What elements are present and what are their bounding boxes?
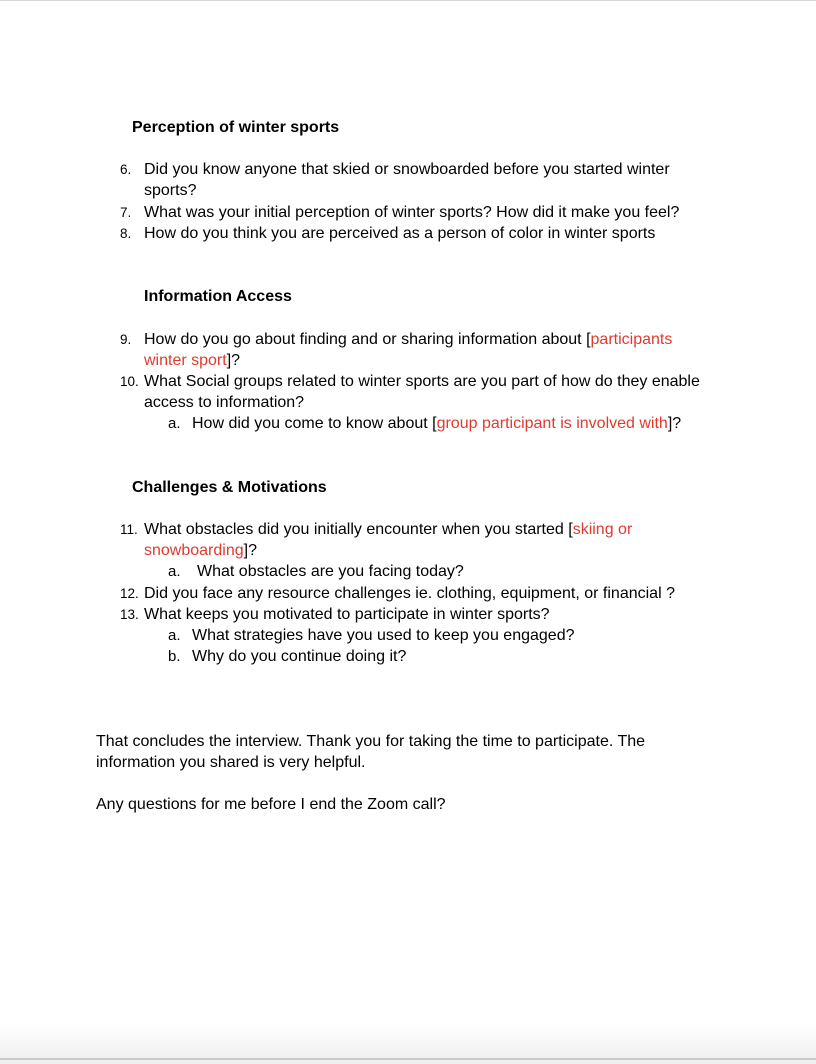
item-text-suffix: ]? — [226, 352, 241, 369]
item-text: What strategies have you used to keep you engaged? — [192, 627, 575, 644]
sub-item-q11a — [168, 561, 777, 582]
item-letter: a. — [168, 415, 181, 432]
item-number: 12. — [120, 586, 139, 601]
item-text: How do you think you are perceived as a person of color in winter sports — [144, 225, 656, 242]
list-item-q8 — [120, 223, 724, 244]
item-text: Did you face any resource challenges ie. clothing, equipment, or financial ? — [144, 585, 675, 602]
page-top-border — [0, 0, 816, 1]
placeholder-text: group participant is involved with — [436, 415, 668, 432]
list-item-q7 — [120, 202, 724, 223]
item-text: Did you know anyone that skied or snowboarded before you started winter sports? — [144, 161, 670, 199]
item-letter: a. — [168, 563, 181, 580]
closing-paragraph: That concludes the interview. Thank you for taking the time to participate. The information you shared is very helpful. — [96, 733, 646, 771]
item-text: What keeps you motivated to participate in winter sports? — [144, 606, 550, 623]
sub-item-q13b — [168, 646, 772, 667]
list-item-q13 — [120, 604, 724, 625]
item-text: What obstacles are you facing today? — [197, 563, 464, 580]
placeholder-text: participants winter sport — [144, 331, 673, 369]
item-text: What was your initial perception of winter sports? How did it make you feel? — [144, 204, 680, 221]
section-heading-perception: Perception of winter sports — [132, 119, 340, 136]
sub-item-q13a — [168, 625, 772, 646]
item-text: What Social groups related to winter sports are you part of how do they enable access to information? — [144, 373, 700, 411]
item-text-prefix: How do you go about finding and or sharing information about [ — [144, 331, 591, 348]
item-text-prefix: What obstacles did you initially encounter when you started [ — [144, 521, 573, 538]
list-item-q11 — [120, 519, 644, 561]
item-number: 13. — [120, 607, 139, 622]
item-text-prefix: How did you come to know about [ — [192, 415, 437, 432]
closing-question: Any questions for me before I end the Zoom call? — [96, 796, 446, 813]
item-letter: a. — [168, 627, 181, 644]
page-bottom-divider — [0, 1058, 816, 1060]
list-item-q12 — [120, 583, 724, 604]
list-item-q10 — [120, 371, 709, 413]
placeholder-text: skiing or snowboarding — [144, 521, 633, 559]
section-heading-challenges: Challenges & Motivations — [132, 479, 327, 496]
item-number: 11. — [120, 522, 138, 537]
item-text-suffix: ]? — [667, 415, 682, 432]
item-letter: b. — [168, 648, 181, 665]
item-number: 9. — [120, 332, 132, 347]
list-item-q9 — [120, 329, 689, 371]
item-number: 8. — [120, 226, 132, 241]
item-number: 7. — [120, 205, 132, 220]
sub-item-q10a — [168, 413, 752, 434]
section-heading-information-access: Information Access — [144, 288, 292, 305]
list-item-q6 — [120, 159, 724, 201]
item-text: Why do you continue doing it? — [192, 648, 407, 665]
item-text-suffix: ]? — [243, 542, 257, 559]
item-number: 10. — [120, 374, 139, 389]
item-number: 6. — [120, 162, 132, 177]
